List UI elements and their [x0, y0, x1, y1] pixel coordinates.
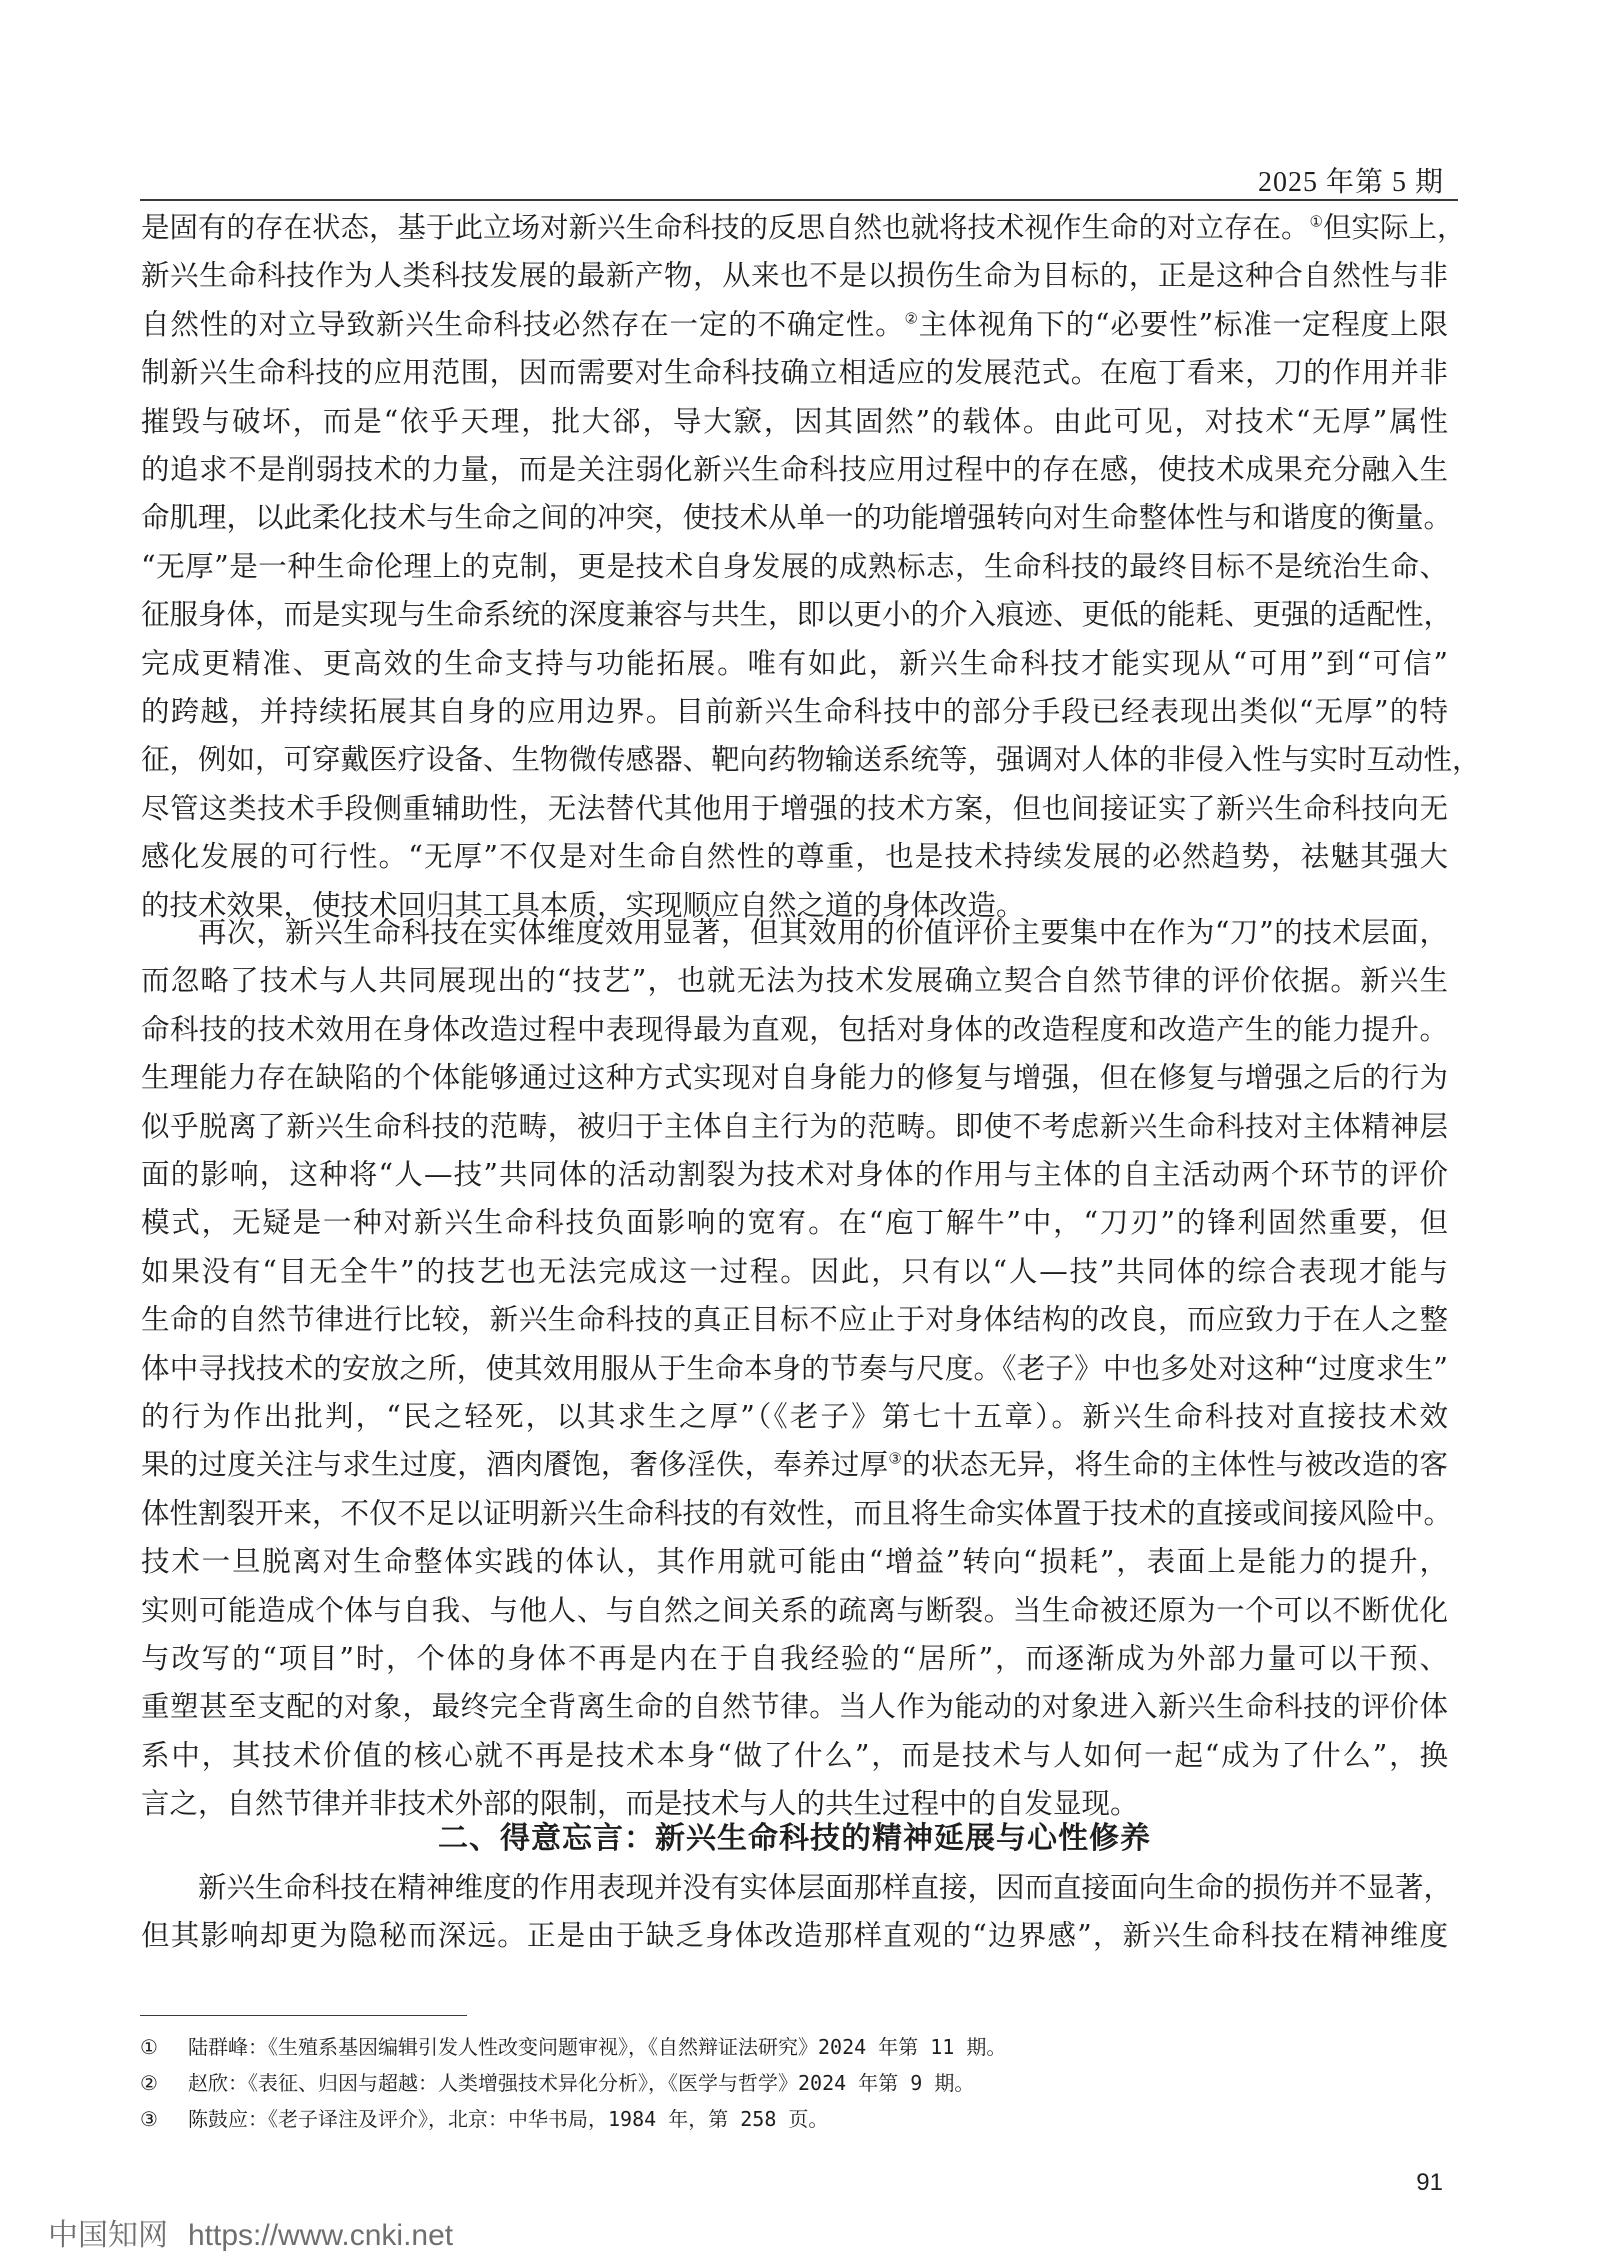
text-line	[141, 1393, 1448, 1440]
footnote-2	[140, 2069, 974, 2097]
line-text: 命科技的技术效用在身体改造过程中表现得最为直观，包括对身体的改造程度和改造产生的能力提升。	[141, 1012, 1448, 1046]
footnote-3	[140, 2105, 828, 2133]
line-text: 的追求不是削弱技术的力量，而是关注弱化新兴生命科技应用过程中的存在感，使技术成果充分融入生	[141, 453, 1448, 486]
text-line	[141, 252, 1448, 299]
line-text: 言之，自然节律并非技术外部的限制，而是技术与人的共生过程中的自发显现。	[141, 1787, 1139, 1821]
text-line	[141, 1912, 1448, 1959]
line-text: 的行为作出批判，“民之轻死，以其求生之厚”（《老子》第七十五章）。新兴生命科技对直接技术效	[141, 1400, 1448, 1433]
line-text: 命肌理，以此柔化技术与生命之间的冲突，使技术从单一的功能增强转向对生命整体性与和谐度的衡量。	[141, 501, 1453, 535]
line-text: 体性割裂开来，不仅不足以证明新兴生命科技的有效性，而且将生命实体置于技术的直接或间接风险中。	[141, 1496, 1453, 1530]
text-line	[141, 688, 1448, 735]
footnote-mark: ①	[140, 2035, 158, 2059]
text-line	[141, 1732, 1448, 1779]
line-text: 系中，其技术价值的核心就不再是技术本身“做了什么”，而是技术与人如何一起“成为了什么”，换	[141, 1738, 1448, 1772]
cnki-watermark[interactable]	[48, 2210, 453, 2254]
footnote-rule	[140, 2015, 467, 2016]
text-line	[141, 640, 1448, 687]
line-text: 新兴生命科技作为人类科技发展的最新产物，从来也不是以损伤生命为目标的，正是这种合自然性与非	[141, 259, 1448, 293]
line-text: 是固有的存在状态，基于此立场对新兴生命科技的反思自然也就将技术视作生命的对立存在。	[141, 211, 1310, 244]
header-rule	[140, 199, 1458, 201]
line-text: 征服身体，而是实现与生命系统的深度兼容与共生，即以更小的介入痕迹、更低的能耗、更强的适配性，	[141, 598, 1453, 632]
footnote-reference[interactable]: ①	[1309, 212, 1323, 231]
text-line	[141, 1006, 1448, 1053]
line-text: 新兴生命科技在精神维度的作用表现并没有实体层面那样直接，因而直接面向生命的损伤并不显著，	[198, 1871, 1453, 1904]
footnote-reference[interactable]: ③	[888, 1449, 903, 1468]
text-line	[141, 957, 1448, 1004]
line-text-after: 主体视角下的“必要性”标准一定程度上限	[918, 307, 1448, 341]
text-line	[141, 494, 1453, 541]
line-text: 技术一旦脱离对生命整体实践的体认，其作用就可能由“增益”转向“损耗”，表面上是能力的提升，	[141, 1545, 1448, 1579]
footnote-reference[interactable]: ②	[904, 309, 919, 328]
line-text: 但其影响却更为隐秘而深远。正是由于缺乏身体改造那样直观的“边界感”，新兴生命科技在精神维度	[141, 1919, 1448, 1953]
text-line	[141, 736, 1481, 783]
text-line	[141, 1054, 1448, 1101]
page-number: 91	[1416, 2169, 1443, 2196]
text-line	[141, 1345, 1448, 1392]
text-line	[141, 446, 1448, 493]
text-line	[141, 398, 1448, 445]
line-text: 生理能力存在缺陷的个体能够通过这种方式实现对自身能力的修复与增强，但在修复与增强之后的行为	[141, 1061, 1448, 1095]
text-line	[141, 1538, 1448, 1585]
text-line	[141, 1635, 1448, 1682]
line-text: 制新兴生命科技的应用范围，因而需要对生命科技确立相适应的发展范式。在庖丁看来，刀的作用并非	[141, 356, 1448, 390]
text-line	[141, 1587, 1448, 1634]
footnote-text: 赵欣：《表征、归因与超越：人类增强技术异化分析》，《医学与哲学》2024 年第 9 期。	[188, 2071, 975, 2095]
line-text: 与改写的“项目”时，个体的身体不再是内在于自我经验的“居所”，而逐渐成为外部力量可以干预、	[141, 1642, 1448, 1675]
watermark-url[interactable]: https://www.cnki.net	[188, 2219, 454, 2252]
text-line	[141, 349, 1448, 396]
footnote-text: 陈鼓应：《老子译注及评介》，北京：中华书局，1984 年，第 258 页。	[188, 2107, 829, 2131]
line-text: 体中寻找技术的安放之所，使其效用服从于生命本身的节奏与尺度。《老子》中也多处对这种“过度求生”	[141, 1351, 1448, 1385]
watermark-brand: 中国知网	[48, 2218, 168, 2253]
line-text: 似乎脱离了新兴生命科技的范畴，被归于主体自主行为的范畴。即使不考虑新兴生命科技对主体精神层	[141, 1109, 1448, 1143]
line-text-after: 的状态无异，将生命的主体性与被改造的客	[902, 1448, 1448, 1482]
line-text: 自然性的对立导致新兴生命科技必然存在一定的不确定性。	[141, 307, 905, 341]
line-text: 生命的自然节律进行比较，新兴生命科技的真正目标不应止于对身体结构的改良，而应致力于在人之整	[141, 1303, 1448, 1337]
line-text: 模式，无疑是一种对新兴生命科技负面影响的宽宥。在“庖丁解牛”中，“刀刃”的锋利固然重要，但	[141, 1206, 1448, 1240]
line-text: “无厚”是一种生命伦理上的克制，更是技术自身发展的成熟标志，生命科技的最终目标不是统治生命、	[141, 549, 1448, 583]
line-text: 如果没有“目无全牛”的技艺也无法完成这一过程。因此，只有以“人—技”共同体的综合表现才能与	[141, 1254, 1448, 1288]
line-text: 感化发展的可行性。“无厚”不仅是对生命自然性的尊重，也是技术持续发展的必然趋势，祛魅其强大	[141, 840, 1448, 874]
text-line	[141, 204, 1466, 251]
footnote-mark: ②	[140, 2071, 158, 2095]
line-text: 的技术效果，使技术回归其工具本质，实现顺应自然之道的身体改造。	[141, 888, 1025, 922]
footnote-1	[140, 2033, 1006, 2061]
text-line	[141, 833, 1448, 880]
text-line	[141, 543, 1448, 590]
text-line	[141, 1296, 1448, 1343]
line-text: 的跨越，并持续拓展其自身的应用边界。目前新兴生命科技中的部分手段已经表现出类似“无厚”的特	[141, 695, 1448, 728]
line-text: 摧毁与破坏，而是“依乎天理，批大郤，导大窾，因其固然”的载体。由此可见，对技术“无厚”属性	[141, 404, 1448, 438]
text-line	[141, 1151, 1448, 1198]
line-text: 重塑甚至支配的对象，最终完全背离生命的自然节律。当人作为能动的对象进入新兴生命科技的评价体	[141, 1690, 1448, 1724]
line-text: 征，例如，可穿戴医疗设备、生物微传感器、靶向药物输送系统等，强调对人体的非侵入性与实时互动性，	[141, 743, 1481, 777]
text-line	[141, 1103, 1448, 1150]
text-line	[141, 1199, 1448, 1246]
line-text: 尽管这类技术手段侧重辅助性，无法替代其他用于增强的技术方案，但也间接证实了新兴生命科技向无	[141, 791, 1448, 825]
text-line	[141, 301, 1448, 348]
footnote-text: 陆群峰：《生殖系基因编辑引发人性改变问题审视》，《自然辩证法研究》2024 年第 11 期。	[188, 2035, 1007, 2059]
section-heading: 二、得意忘言：新兴生命科技的精神延展与心性修养	[438, 1821, 1151, 1856]
text-line	[141, 1864, 1453, 1911]
line-text: 面的影响，这种将“人—技”共同体的活动割裂为技术对身体的作用与主体的自主活动两个环节的评价	[141, 1158, 1448, 1191]
line-text: 再次，新兴生命科技在实体维度效用显著，但其效用的价值评价主要集中在作为“刀”的技术层面，	[198, 916, 1448, 949]
text-line	[141, 1683, 1448, 1730]
text-line	[141, 909, 1448, 956]
line-text: 实则可能造成个体与自我、与他人、与自然之间关系的疏离与断裂。当生命被还原为一个可以不断优化	[141, 1593, 1448, 1627]
text-line	[141, 1441, 1448, 1488]
footnote-mark: ③	[140, 2107, 158, 2131]
text-line	[141, 591, 1453, 638]
issue-label: 2025 年第 5 期	[1257, 167, 1444, 198]
text-line	[141, 1490, 1453, 1537]
line-text: 而忽略了技术与人共同展现出的“技艺”，也就无法为技术发展确立契合自然节律的评价依据。新兴生	[141, 964, 1448, 998]
text-line	[141, 1248, 1448, 1295]
line-text: 果的过度关注与求生过度，酒肉餍饱，奢侈淫佚，奉养过厚	[141, 1448, 889, 1482]
text-line	[141, 785, 1448, 832]
line-text: 完成更精准、更高效的生命支持与功能拓展。唯有如此，新兴生命科技才能实现从“可用”到“可信”	[141, 646, 1448, 680]
line-text-after: 但实际上，	[1322, 211, 1466, 244]
